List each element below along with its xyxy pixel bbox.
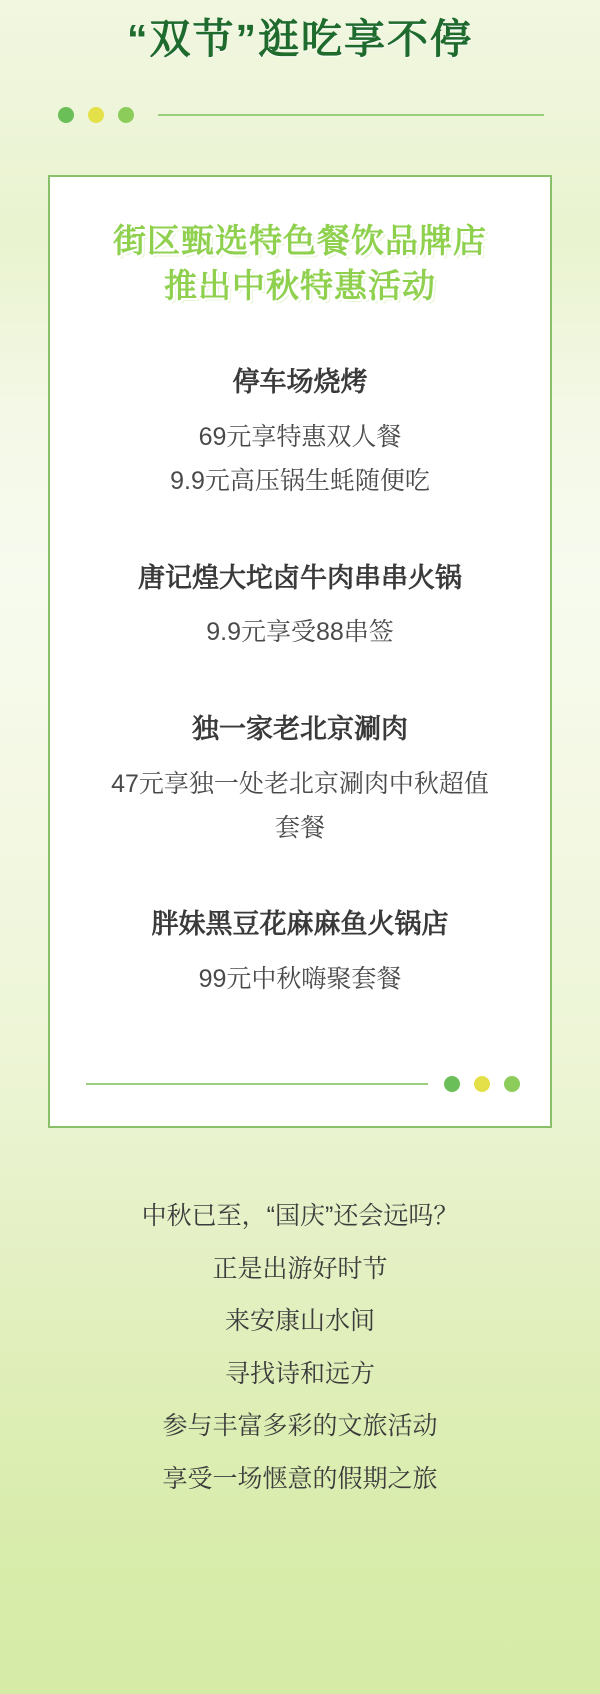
- shop-offer-line: 9.9元高压锅生蚝随便吃: [170, 466, 430, 495]
- list-item: [74, 364, 526, 503]
- divider-top: [0, 107, 600, 123]
- divider-rule: [158, 114, 544, 116]
- list-item: [74, 560, 526, 656]
- footer-line: 享受一场惬意的假期之旅: [162, 1464, 438, 1493]
- shop-offer-line: 47元享独一处老北京涮肉中秋超值: [111, 769, 489, 798]
- footer-line: 来安康山水间: [224, 1307, 375, 1336]
- page-title: “双节”逛吃享不停: [127, 16, 473, 62]
- card-title: [74, 219, 526, 308]
- footer-line: 中秋已至，“国庆”还会远吗？: [141, 1202, 459, 1231]
- footer-line: 正是出游好时节: [212, 1254, 388, 1283]
- shop-name: 独一家老北京涮肉: [192, 714, 408, 745]
- divider-bottom: [74, 1076, 526, 1092]
- dot-green-icon: [444, 1076, 460, 1092]
- dot-yellow-icon: [88, 107, 104, 123]
- footer-line: 参与丰富多彩的文旅活动: [162, 1412, 438, 1441]
- dot-green-icon: [58, 107, 74, 123]
- shop-name: 唐记煌大坨卤牛肉串串火锅: [138, 562, 462, 593]
- shop-name: 胖妹黑豆花麻麻鱼火锅店: [151, 909, 449, 940]
- poster-header: [0, 0, 600, 65]
- shop-offer-line: 69元享特惠双人餐: [198, 423, 402, 452]
- card-title-line-1: 街区甄选特色餐饮品牌店: [113, 222, 487, 260]
- shop-offer-line: 9.9元享受88串签: [206, 618, 394, 647]
- list-item: [74, 906, 526, 1002]
- list-item: [74, 711, 526, 850]
- divider-rule: [86, 1083, 428, 1085]
- dot-yellow-icon: [474, 1076, 490, 1092]
- shop-offer-line: 套餐: [274, 813, 325, 842]
- shop-name: 停车场烧烤: [232, 367, 368, 398]
- card-title-line-2: 推出中秋特惠活动: [164, 266, 436, 304]
- dot-light-green-icon: [118, 107, 134, 123]
- shop-offer-line: 99元中秋嗨聚套餐: [198, 965, 402, 994]
- dot-light-green-icon: [504, 1076, 520, 1092]
- content-card: [48, 175, 552, 1128]
- footer-line: 寻找诗和远方: [224, 1359, 375, 1388]
- footer-text-block: [0, 1190, 600, 1505]
